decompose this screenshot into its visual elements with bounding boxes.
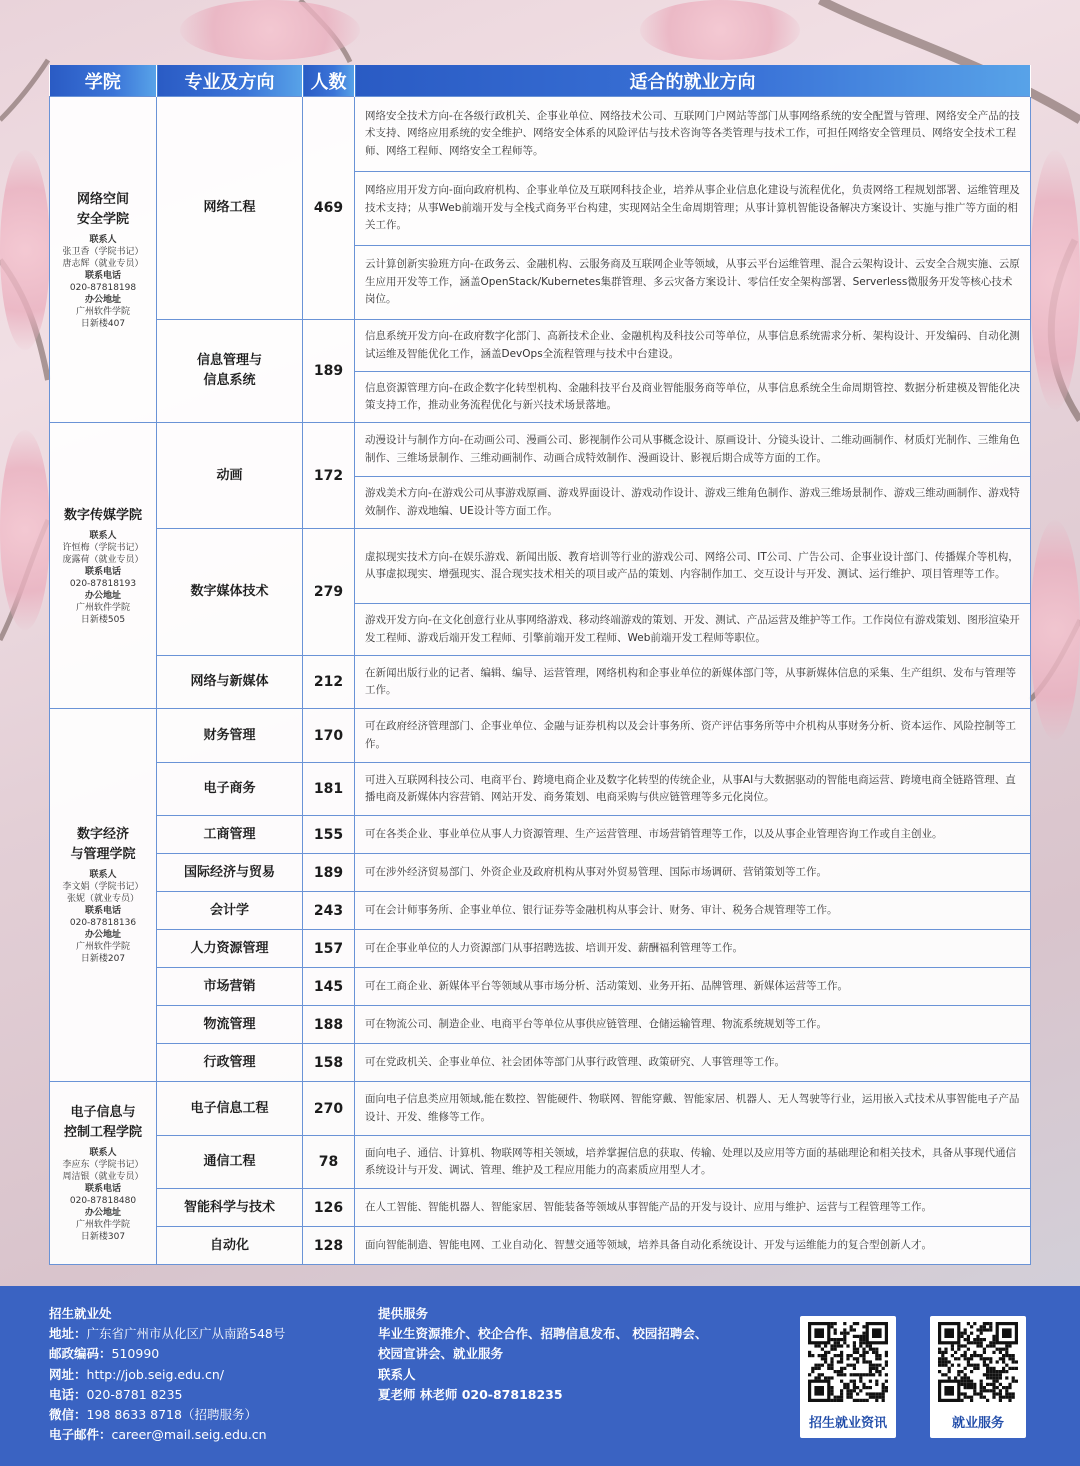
college-name: 数字传媒学院 — [63, 507, 142, 523]
wechat-row: 微信：198 8633 8718（招聘服务） — [49, 1407, 257, 1423]
college-phone: 020-87818136 — [69, 918, 137, 928]
direction-cell — [355, 656, 1031, 709]
office-label: 办公地址 — [84, 930, 121, 940]
office-label: 办公地址 — [84, 590, 121, 601]
college-name: 电子信息与 控制工程学院 — [63, 1105, 142, 1140]
student-count: 189 — [303, 854, 355, 892]
college-name: 网络空间 安全学院 — [76, 191, 129, 227]
address-value: 广东省广州市从化区广从南路548号 — [86, 1326, 286, 1342]
major-name: 智能科学与技术 — [157, 1189, 303, 1227]
direction-cell — [355, 320, 1031, 423]
employment-direction-text: 可在工商企业、新媒体平台等领域从事市场分析、活动策划、业务开拓、品牌管理、新媒体运营等工作。 — [365, 979, 848, 992]
phone-value: 020-8781 8235 — [86, 1386, 183, 1402]
student-count: 145 — [303, 968, 355, 1006]
major-name: 网络工程 — [157, 97, 303, 320]
table-row — [50, 97, 1031, 320]
major-name: 信息管理与 信息系统 — [157, 320, 303, 423]
college-office: 广州软件学院 日新楼307 — [75, 1220, 130, 1242]
contact-title: 联系人 — [378, 1366, 416, 1382]
table-row — [50, 854, 1031, 892]
office-info — [49, 1304, 285, 1445]
direction-cell — [355, 1082, 1031, 1136]
table-row — [50, 529, 1031, 656]
blossom-decoration — [180, 0, 360, 60]
student-count: 158 — [303, 1044, 355, 1082]
services-line-2: 校园宣讲会、就业服务 — [378, 1346, 504, 1362]
college-contact-info — [50, 530, 156, 626]
employment-direction-text: 在人工智能、智能机器人、智能家居、智能装备等领域从事智能产品的开发与设计、应用与维护、运营与工程管理等工作。 — [365, 1200, 932, 1213]
major-name: 电子信息工程 — [157, 1082, 303, 1136]
student-count: 212 — [303, 656, 355, 709]
direction-cell — [355, 529, 1031, 656]
student-count: 181 — [303, 763, 355, 816]
website-row: 网址：http://job.seig.edu.cn/ — [49, 1366, 224, 1382]
college-office: 广州软件学院 日新楼505 — [75, 602, 130, 625]
major-name: 会计学 — [157, 892, 303, 930]
table-row — [50, 763, 1031, 816]
direction-cell — [355, 423, 1031, 529]
qr-caption-employment: 就业服务 — [951, 1416, 1004, 1431]
phone-row: 电话：020-8781 8235 — [49, 1386, 183, 1402]
header-count: 人数 — [303, 65, 355, 97]
email-row: 电子邮件：career@mail.seig.edu.cn — [49, 1427, 267, 1443]
blossom-decoration — [0, 430, 50, 630]
qr-code-icon — [938, 1322, 1018, 1402]
employment-direction-text: 云计算创新实验班方向-在政务云、金融机构、云服务商及互联网企业等领域，从事云平台运维管理、混合云架构设计、云安全合规实施、云原生应用开发等工作，涵盖OpenStack/Kubernetes集群管理、多云灾备方案设计、零信任安全架构部署、Serverless微服务开发等核心技术岗位。 — [355, 245, 1030, 319]
contact-people: 夏老师 林老师 020-87818235 — [378, 1386, 563, 1402]
employment-direction-text: 信息资源管理方向-在政企数字化转型机构、金融科技平台及商业智能服务商等单位，从事信息系统全生命周期管控、数据分析建模及智能化决策支持工作，推动业务流程优化与新兴技术场景落地。 — [355, 371, 1030, 422]
postcode-value: 510990 — [111, 1346, 160, 1362]
direction-cell — [355, 930, 1031, 968]
employment-direction-text: 面向电子、通信、计算机、物联网等相关领域，培养掌握信息的获取、传输、处理以及应用等方面的基础理论和相关技术，具备从事现代通信系统设计与开发、调试、管理、维护及工程应用能力的高素质应用型人才。 — [365, 1146, 1016, 1176]
qr-caption-recruitment: 招生就业资讯 — [808, 1416, 887, 1431]
direction-cell — [355, 1006, 1031, 1044]
major-name: 财务管理 — [157, 709, 303, 763]
direction-cell — [355, 854, 1031, 892]
direction-cell — [355, 97, 1031, 320]
table-row — [50, 1044, 1031, 1082]
website-link[interactable]: http://job.seig.edu.cn/ — [86, 1366, 224, 1382]
blossom-decoration — [640, 0, 800, 60]
employment-direction-text: 网络安全技术方向-在各级行政机关、企事业单位、网络技术公司、互联网门户网站等部门从事网络系统的安全配置与管理、网络安全产品的技术支持、网络应用系统的安全维护、网络安全体系的风险评估与技术咨询等各类管理与技术工作，可担任网络安全管理员、网络安全技术工程师、网络工程师、网络安全工程师等。 — [365, 109, 1020, 157]
address-row: 地址：广东省广州市从化区广从南路548号 — [49, 1326, 286, 1342]
major-name: 国际经济与贸易 — [157, 854, 303, 892]
student-count: 279 — [303, 529, 355, 656]
employment-direction-text: 可在会计师事务所、企事业单位、银行证券等金融机构从事会计、财务、审计、税务合规管理等工作。 — [365, 903, 838, 916]
qr-card-recruitment[interactable] — [800, 1316, 896, 1438]
services-line-1: 毕业生资源推介、校企合作、招聘信息发布、 校园招聘会、 — [378, 1326, 708, 1342]
direction-cell — [355, 1227, 1031, 1265]
student-count: 78 — [303, 1136, 355, 1189]
contact-names: 许恒梅（学院书记） 庞露荷（就业专员） — [62, 542, 144, 565]
college-cell — [50, 97, 157, 423]
blossom-decoration — [1030, 150, 1080, 410]
direction-cell — [355, 1136, 1031, 1189]
employment-direction-text: 网络应用开发方向-面向政府机构、企事业单位及互联网科技企业，培养从事企业信息化建设与流程优化，负责网络工程规划部署、运维管理及技术支持；从事Web前端开发与全栈式商务平台构建，实现网站全生命周期管理；从事计算机智能设备解决方案设计、实施与推广等方面的相关工作。 — [355, 171, 1030, 245]
table-row — [50, 1227, 1031, 1265]
college-contact-info — [50, 869, 156, 965]
employment-direction-text: 面向智能制造、智能电网、工业自动化、智慧交通等领域，培养具备自动化系统设计、开发与运维能力的复合型创新人才。 — [365, 1238, 932, 1251]
student-count: 243 — [303, 892, 355, 930]
office-label: 办公地址 — [84, 294, 121, 305]
table-row — [50, 816, 1031, 854]
student-count: 172 — [303, 423, 355, 529]
table-row — [50, 656, 1031, 709]
major-name: 人力资源管理 — [157, 930, 303, 968]
table-row — [50, 423, 1031, 529]
college-phone: 020-87818198 — [69, 282, 137, 293]
student-count: 469 — [303, 97, 355, 320]
employment-direction-text: 可在党政机关、企事业单位、社会团体等部门从事行政管理、政策研究、人事管理等工作。 — [365, 1055, 785, 1068]
table-row — [50, 320, 1031, 423]
phone-label: 联系电话 — [84, 566, 121, 577]
employment-direction-text: 可在涉外经济贸易部门、外资企业及政府机构从事对外贸易管理、国际市场调研、营销策划等工作。 — [365, 865, 827, 878]
postcode-row: 邮政编码：510990 — [49, 1346, 160, 1362]
employment-direction-text: 可在政府经济管理部门、企事业单位、金融与证券机构以及会计事务所、资产评估事务所等中介机构从事财务分析、资本运作、风险控制等工作。 — [365, 720, 1016, 750]
student-count: 189 — [303, 320, 355, 423]
college-name: 数字经济 与管理学院 — [70, 827, 136, 862]
major-name: 数字媒体技术 — [157, 529, 303, 656]
contact-names: 李应东（学院书记） 周洁银（就业专员） — [62, 1160, 144, 1182]
table-row — [50, 1082, 1031, 1136]
college-office: 广州软件学院 日新楼407 — [75, 306, 130, 329]
college-phone: 020-87818193 — [69, 578, 137, 589]
blossom-decoration — [1030, 520, 1080, 740]
table-row — [50, 1006, 1031, 1044]
direction-cell — [355, 709, 1031, 763]
phone-label: 联系电话 — [84, 1184, 121, 1194]
employment-direction-text: 可进入互联网科技公司、电商平台、跨境电商企业及数字化转型的传统企业，从事AI与大数据驱动的智能电商运营、跨境电商全链路管理、直播电商及新媒体内容营销、网站开发、商务策划、电商采购与供应链管理等多元化岗位。 — [365, 773, 1016, 803]
contact-names: 李文娟（学院书记） 张妮（就业专员） — [62, 882, 144, 904]
office-label: 办公地址 — [84, 1208, 121, 1218]
table-row — [50, 1189, 1031, 1227]
college-office: 广州软件学院 日新楼207 — [75, 942, 130, 964]
college-phone: 020-87818480 — [69, 1196, 137, 1206]
student-count: 155 — [303, 816, 355, 854]
employment-direction-text: 在新闻出版行业的记者、编辑、编导、运营管理，网络机构和企事业单位的新媒体部门等，从事新媒体信息的采集、生产组织、发布与管理等工作。 — [365, 666, 1016, 696]
footer — [0, 1286, 1080, 1466]
college-cell — [50, 1082, 157, 1265]
blossom-decoration — [0, 150, 50, 350]
contact-names: 张卫香（学院书记） 唐志辉（就业专员） — [62, 246, 144, 269]
contact-label: 联系人 — [89, 234, 117, 245]
header-direction: 适合的就业方向 — [355, 65, 1031, 97]
student-count: 270 — [303, 1082, 355, 1136]
major-name: 通信工程 — [157, 1136, 303, 1189]
contact-label: 联系人 — [89, 870, 117, 880]
direction-cell — [355, 816, 1031, 854]
college-cell — [50, 423, 157, 709]
services-info — [378, 1304, 707, 1405]
employment-direction-text: 虚拟现实技术方向-在娱乐游戏、新闻出版、教育培训等行业的游戏公司、网络公司、IT公司、广告公司、企事业设计部门、传播媒介等机构，从事虚拟现实、增强现实、混合现实技术相关的项目或产品的策划、内容制作加工、交互设计与开发、测试、运行维护、项目管理等工作。 — [365, 550, 1019, 580]
table-row — [50, 892, 1031, 930]
table-row — [50, 968, 1031, 1006]
employment-direction-text: 可在物流公司、制造企业、电商平台等单位从事供应链管理、仓储运输管理、物流系统规划等工作。 — [365, 1017, 827, 1030]
major-name: 行政管理 — [157, 1044, 303, 1082]
direction-cell — [355, 1044, 1031, 1082]
qr-code-icon — [808, 1322, 888, 1402]
office-title: 招生就业处 — [49, 1306, 112, 1321]
employment-direction-text: 可在各类企业、事业单位从事人力资源管理、生产运营管理、市场营销管理等工作，以及从事企业管理咨询工作或自主创业。 — [365, 827, 943, 840]
major-name: 电子商务 — [157, 763, 303, 816]
college-contact-info — [50, 234, 156, 330]
major-name: 自动化 — [157, 1227, 303, 1265]
major-name: 物流管理 — [157, 1006, 303, 1044]
employment-direction-text: 信息系统开发方向-在政府数字化部门、高新技术企业、金融机构及科技公司等单位，从事信息系统需求分析、架构设计、开发编码、自动化测试运维及智能优化工作，涵盖DevOps全流程管理与技术中台建设。 — [365, 330, 1020, 360]
student-count: 170 — [303, 709, 355, 763]
header-college: 学院 — [50, 65, 157, 97]
employment-direction-text: 可在企事业单位的人力资源部门从事招聘选拔、培训开发、薪酬福利管理等工作。 — [365, 941, 743, 954]
major-name: 市场营销 — [157, 968, 303, 1006]
phone-label: 联系电话 — [84, 906, 121, 916]
employment-direction-table — [49, 65, 1031, 1265]
student-count: 188 — [303, 1006, 355, 1044]
employment-direction-text: 动漫设计与制作方向-在动画公司、漫画公司、影视制作公司从事概念设计、原画设计、分镜头设计、二维动画制作、材质灯光制作、三维角色制作、三维场景制作、三维动画制作、动画合成特效制作、漫画设计、影视后期合成等方面的工作。 — [365, 434, 1020, 464]
college-contact-info — [50, 1147, 156, 1243]
contact-label: 联系人 — [89, 530, 117, 541]
table-row — [50, 1136, 1031, 1189]
direction-cell — [355, 968, 1031, 1006]
student-count: 126 — [303, 1189, 355, 1227]
employment-direction-text: 游戏美术方向-在游戏公司从事游戏原画、游戏界面设计、游戏动作设计、游戏三维角色制作、游戏三维场景制作、游戏三维动画制作、游戏特效制作、游戏地编、UE设计等方面工作。 — [355, 476, 1030, 528]
phone-label: 联系电话 — [84, 270, 121, 281]
qr-card-employment[interactable] — [930, 1316, 1026, 1438]
email-link[interactable]: career@mail.seig.edu.cn — [111, 1427, 267, 1443]
table-header-row — [50, 65, 1031, 97]
direction-cell — [355, 763, 1031, 816]
table-row — [50, 709, 1031, 763]
direction-cell — [355, 1189, 1031, 1227]
direction-cell — [355, 892, 1031, 930]
major-name: 动画 — [157, 423, 303, 529]
table-row — [50, 930, 1031, 968]
wechat-value: 198 8633 8718（招聘服务） — [86, 1407, 257, 1423]
major-name: 网络与新媒体 — [157, 656, 303, 709]
student-count: 128 — [303, 1227, 355, 1265]
college-cell — [50, 709, 157, 1082]
employment-direction-text: 游戏开发方向-在文化创意行业从事网络游戏、移动终端游戏的策划、开发、测试、产品运营及维护等工作。工作岗位有游戏策划、图形渲染开发工程师、游戏后端开发工程师、引擎前端开发工程师、Web前端开发工程师等职位。 — [355, 603, 1030, 655]
employment-direction-text: 面向电子信息类应用领域,能在数控、智能硬件、物联网、智能穿戴、智能家居、机器人、无人驾驶等行业，运用嵌入式技术从事智能电子产品设计、开发、维修等工作。 — [365, 1093, 1020, 1123]
major-name: 工商管理 — [157, 816, 303, 854]
contact-label: 联系人 — [89, 1148, 117, 1158]
services-title: 提供服务 — [378, 1306, 429, 1321]
student-count: 157 — [303, 930, 355, 968]
header-major: 专业及方向 — [157, 65, 303, 97]
